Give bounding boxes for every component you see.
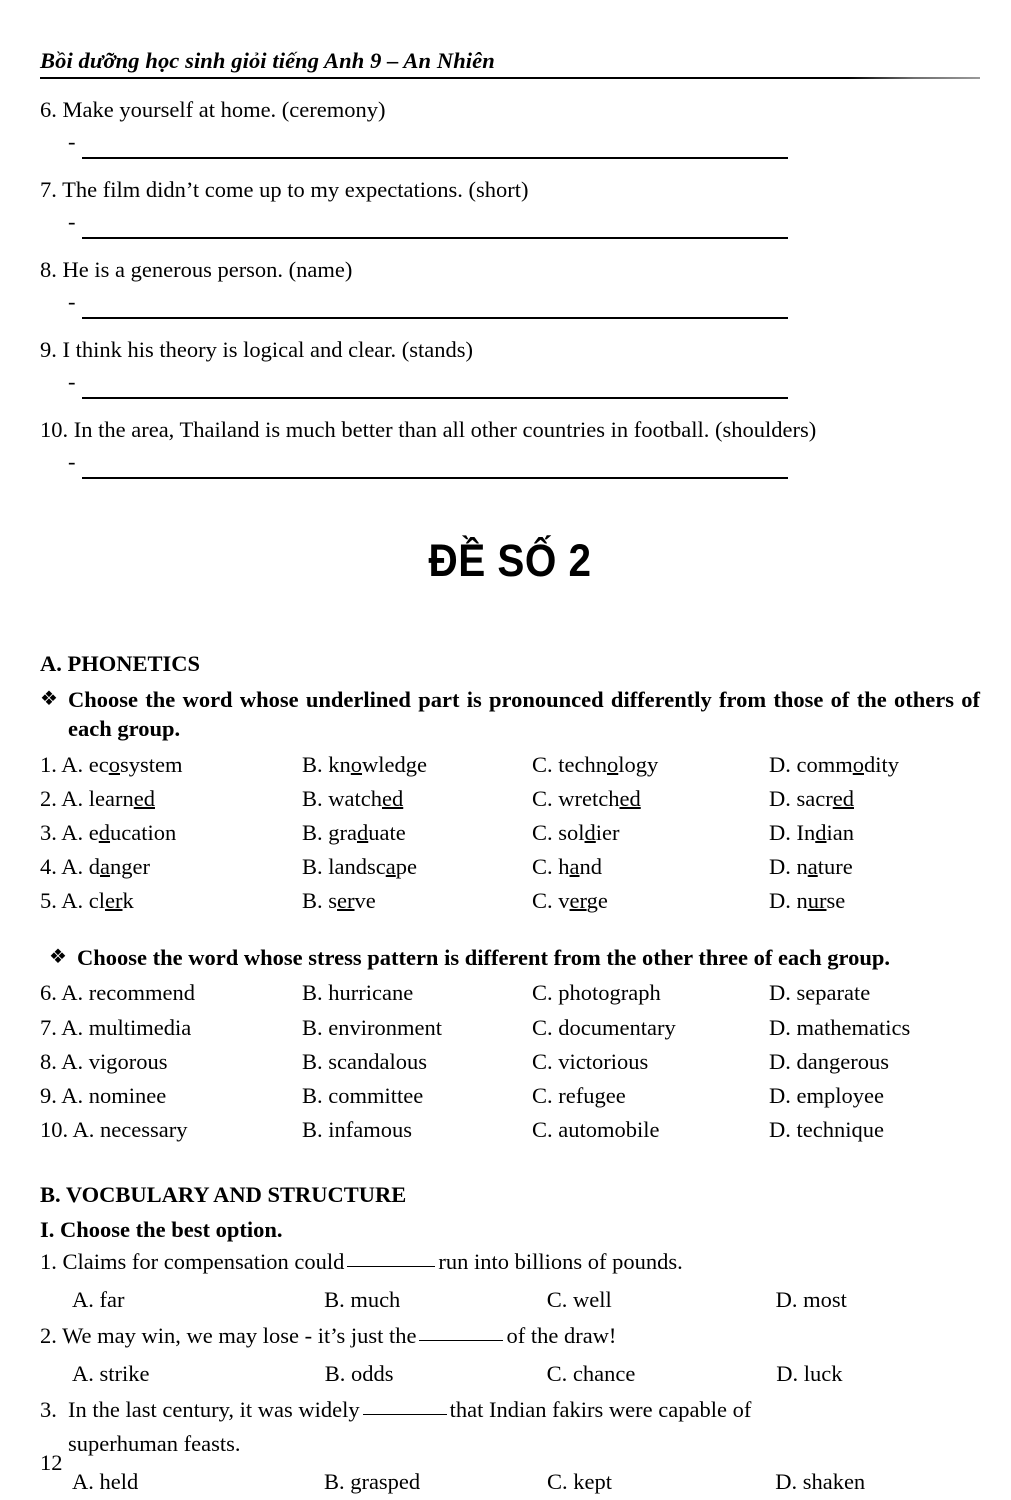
option-label: B.: [302, 785, 329, 811]
word-pre: comm: [796, 751, 853, 777]
option-cell-c[interactable]: C. automobile: [532, 1117, 660, 1143]
underlined-part: a: [807, 854, 818, 880]
section-a-heading: A. PHONETICS: [40, 651, 201, 677]
underlined-part: o: [852, 751, 864, 777]
option-cell-b[interactable]: B. committee: [302, 1083, 424, 1109]
word-post: ge: [586, 888, 608, 914]
stem-after-blank: that Indian fakirs were capable of: [449, 1397, 752, 1423]
word-post: k: [122, 888, 134, 914]
option-cell-d[interactable]: D. luck: [776, 1361, 843, 1387]
word-pre: watch: [328, 785, 382, 811]
option-cell-a[interactable]: [40, 850, 302, 884]
word-pre: wretch: [558, 785, 620, 811]
question-body: [68, 1393, 980, 1461]
option-cell-b[interactable]: [302, 748, 532, 782]
section-a-instruction-2: [49, 944, 980, 973]
word-pre: v: [558, 888, 570, 914]
row-number: 10.: [40, 1117, 69, 1143]
underlined-part: a: [569, 854, 580, 880]
table-row: [40, 1079, 980, 1113]
underlined-part: o: [607, 751, 619, 777]
answer-dash: -: [68, 289, 76, 315]
row-number: 6.: [40, 980, 57, 1006]
underlined-part: d: [98, 820, 111, 846]
word-post: pe: [395, 854, 417, 880]
option-cell-a[interactable]: A. far: [72, 1287, 125, 1313]
row-number: 4.: [40, 854, 57, 880]
option-cell-b[interactable]: B. hurricane: [302, 980, 414, 1006]
option-cell-c[interactable]: C. chance: [546, 1361, 636, 1387]
word-post: ier: [595, 820, 620, 846]
item-number: 10.: [40, 416, 69, 442]
row-number: 3.: [40, 820, 57, 846]
table-row: [40, 782, 980, 816]
word-post: nd: [579, 854, 603, 880]
word-pre: h: [558, 854, 570, 880]
underlined-part: er: [105, 888, 123, 914]
option-cell-c[interactable]: C. kept: [547, 1468, 613, 1494]
exercise-item: [40, 176, 980, 239]
option-cell-c[interactable]: C. documentary: [532, 1014, 676, 1040]
option-label: A.: [61, 751, 89, 777]
word-pre: e: [88, 820, 99, 846]
table-row: [40, 816, 980, 850]
answer-line-row: [68, 209, 980, 239]
answer-dash: -: [68, 369, 76, 395]
option-text: A. nominee: [61, 1083, 167, 1109]
option-label: A.: [61, 820, 89, 846]
answer-blank-rule[interactable]: [82, 477, 788, 479]
underlined-part: er: [337, 888, 355, 914]
option-label: B.: [302, 888, 329, 914]
answer-line-row: [68, 129, 980, 159]
word-pre: sacr: [796, 785, 833, 811]
question-options-table: [40, 1357, 980, 1391]
option-cell-a[interactable]: A. strike: [72, 1361, 150, 1387]
option-cell-a[interactable]: [40, 1011, 302, 1045]
row-number: 2.: [40, 785, 57, 811]
word-post: system: [120, 751, 183, 777]
option-cell-c[interactable]: C. refugee: [532, 1083, 626, 1109]
option-cell-a[interactable]: [40, 782, 302, 816]
word-pre: n: [796, 854, 808, 880]
option-cell-c[interactable]: [532, 850, 769, 884]
word-post: logy: [618, 751, 659, 777]
answer-blank[interactable]: [347, 1266, 435, 1267]
pronunciation-options-table: [40, 748, 980, 919]
option-label: A.: [61, 888, 89, 914]
item-text: In the area, Thailand is much better than all other countries in football. (shoulders): [73, 416, 817, 442]
option-label: C.: [532, 888, 559, 914]
row-number: 9.: [40, 1083, 57, 1109]
option-cell-a[interactable]: [40, 748, 302, 782]
option-cell-c[interactable]: C. photograph: [532, 980, 661, 1006]
option-cell-d[interactable]: [769, 884, 980, 918]
transformation-exercise: [40, 96, 980, 479]
exercise-question-text: [40, 256, 980, 283]
word-pre: sol: [558, 820, 585, 846]
option-label: D.: [769, 854, 797, 880]
word-post: ucation: [110, 820, 177, 846]
option-cell-b[interactable]: B. much: [324, 1287, 401, 1313]
word-pre: d: [88, 854, 101, 880]
table-row: [40, 748, 980, 782]
question-stem: [40, 1319, 980, 1353]
diamond-bullet-icon: ❖: [49, 943, 67, 968]
answer-dash: -: [68, 449, 76, 475]
table-row: [40, 1113, 980, 1147]
underlined-part: d: [357, 820, 369, 846]
table-row: [40, 850, 980, 884]
option-cell-d[interactable]: D. technique: [769, 1117, 884, 1143]
instruction-text: Choose the word whose underlined part is pronounced differently from those of the others of each group.: [68, 687, 980, 741]
word-post: ture: [817, 854, 853, 880]
running-header: Bồi dưỡng học sinh giỏi tiếng Anh 9 – An Nhiên: [40, 48, 495, 73]
item-text: Make yourself at home. (ceremony): [62, 96, 386, 122]
option-cell-d[interactable]: [769, 850, 980, 884]
header-divider: [40, 77, 980, 79]
exercise-question-text: [40, 416, 980, 443]
option-cell-d[interactable]: D. most: [775, 1287, 847, 1313]
option-cell-b[interactable]: [302, 816, 532, 850]
option-cell-c[interactable]: C. victorious: [532, 1048, 649, 1074]
option-label: C.: [532, 785, 559, 811]
item-text: The film didn’t come up to my expectations. (short): [62, 176, 529, 202]
exercise-item: [40, 336, 980, 399]
option-cell-a[interactable]: [40, 976, 302, 1010]
option-text: A. necessary: [72, 1117, 188, 1143]
stem-before-blank: In the last century, it was widely: [68, 1397, 360, 1423]
section-b-heading: B. VOCBULARY AND STRUCTURE: [40, 1182, 407, 1208]
word-post: dity: [864, 751, 900, 777]
exercise-question-text: [40, 96, 980, 123]
option-cell-b[interactable]: [302, 782, 532, 816]
option-cell-c[interactable]: [532, 884, 769, 918]
word-post: ian: [826, 820, 854, 846]
question-options-table: [40, 1465, 980, 1499]
option-cell-b[interactable]: B. infamous: [302, 1117, 412, 1143]
underlined-part: ed: [382, 785, 404, 811]
option-cell-b[interactable]: B. scandalous: [302, 1048, 427, 1074]
answer-line-row: [68, 289, 980, 319]
underlined-part: o: [108, 751, 120, 777]
option-label: D.: [769, 888, 797, 914]
underlined-part: a: [100, 854, 111, 880]
word-post: ve: [354, 888, 376, 914]
stem-after-blank: run into billions of pounds.: [438, 1249, 683, 1275]
option-cell-d[interactable]: D. dangerous: [769, 1048, 889, 1074]
option-cell-b[interactable]: [302, 884, 532, 918]
option-cell-a[interactable]: [40, 1079, 302, 1113]
exercise-question-text: [40, 336, 980, 363]
item-text: I think his theory is logical and clear. (stands): [62, 336, 474, 362]
table-row: [40, 884, 980, 918]
underlined-part: a: [385, 854, 396, 880]
word-pre: cl: [88, 888, 106, 914]
word-pre: ec: [88, 751, 109, 777]
option-cell-d[interactable]: [769, 816, 980, 850]
exercise-item: [40, 96, 980, 159]
word-pre: s: [328, 888, 338, 914]
answer-blank-rule[interactable]: [82, 397, 788, 399]
option-label: B.: [302, 751, 329, 777]
option-label: D.: [769, 785, 797, 811]
exercise-question-text: [40, 176, 980, 203]
option-cell-a[interactable]: [40, 1113, 302, 1147]
answer-blank[interactable]: [363, 1414, 447, 1415]
section-b-subheading: I. Choose the best option.: [40, 1217, 283, 1243]
option-cell-a[interactable]: [40, 1045, 302, 1079]
option-text: A. multimedia: [61, 1014, 192, 1040]
option-cell-b[interactable]: B. grasped: [323, 1468, 421, 1494]
table-row: [40, 1045, 980, 1079]
answer-blank[interactable]: [419, 1340, 503, 1341]
word-pre: techn: [558, 751, 607, 777]
option-cell-b[interactable]: [302, 850, 532, 884]
answer-blank-rule[interactable]: [82, 157, 788, 159]
diamond-bullet-icon: ❖: [40, 686, 58, 711]
word-pre: gra: [328, 820, 357, 846]
option-cell-c[interactable]: [532, 748, 769, 782]
stem-before-blank: We may win, we may lose - it’s just the: [62, 1323, 417, 1349]
word-pre: learn: [88, 785, 134, 811]
question-options-table: [40, 1283, 980, 1317]
table-row: [40, 1011, 980, 1045]
option-label: B.: [302, 854, 329, 880]
question-stem: [40, 1245, 980, 1279]
item-number: 8.: [40, 256, 57, 282]
table-row: [40, 976, 980, 1010]
option-cell-d[interactable]: D. mathematics: [769, 1014, 911, 1040]
option-cell-a[interactable]: A. held: [72, 1468, 139, 1494]
option-text: A. recommend: [61, 980, 195, 1006]
page-number: 12: [40, 1450, 63, 1475]
table-row: [40, 1465, 980, 1499]
option-label: B.: [302, 820, 329, 846]
page-content: [40, 48, 980, 1499]
underlined-part: ed: [619, 785, 641, 811]
option-cell-a[interactable]: [40, 816, 302, 850]
word-pre: In: [796, 820, 816, 846]
underlined-part: o: [350, 751, 363, 777]
item-text: He is a generous person. (name): [62, 256, 353, 282]
question-number: 1.: [40, 1249, 57, 1275]
option-cell-b[interactable]: B. odds: [324, 1361, 394, 1387]
option-cell-d[interactable]: D. separate: [769, 980, 871, 1006]
row-number: 5.: [40, 888, 57, 914]
answer-dash: -: [68, 209, 76, 235]
option-label: C.: [532, 820, 559, 846]
answer-blank-rule[interactable]: [82, 237, 788, 239]
underlined-part: d: [584, 820, 596, 846]
table-row: [40, 1283, 980, 1317]
underlined-part: ed: [832, 785, 854, 811]
question-number: 3.: [40, 1397, 57, 1423]
exercise-item: [40, 256, 980, 319]
option-cell-b[interactable]: B. environment: [302, 1014, 442, 1040]
option-cell-d[interactable]: D. employee: [769, 1083, 884, 1109]
option-cell-c[interactable]: [532, 816, 769, 850]
option-cell-c[interactable]: [532, 782, 769, 816]
answer-blank-rule[interactable]: [82, 317, 788, 319]
option-text: A. vigorous: [61, 1048, 168, 1074]
option-label: A.: [61, 854, 89, 880]
row-number: 8.: [40, 1048, 57, 1074]
row-number: 1.: [40, 751, 57, 777]
underlined-part: ur: [807, 888, 827, 914]
option-cell-d[interactable]: [769, 748, 980, 782]
option-cell-a[interactable]: [40, 884, 302, 918]
exam-title: ĐỀ SỐ 2: [428, 534, 592, 586]
word-post: wledge: [362, 751, 427, 777]
word-post: se: [826, 888, 846, 914]
table-row: [40, 1357, 980, 1391]
word-pre: kn: [328, 751, 351, 777]
option-label: D.: [769, 751, 797, 777]
stem-before-blank: Claims for compensation could: [62, 1249, 345, 1275]
stem-after-blank: of the draw!: [506, 1323, 617, 1349]
question-stem: [40, 1393, 980, 1461]
option-label: D.: [769, 820, 797, 846]
item-number: 7.: [40, 176, 57, 202]
word-pre: n: [796, 888, 808, 914]
option-cell-d[interactable]: [769, 782, 980, 816]
option-label: C.: [532, 751, 559, 777]
row-number: 7.: [40, 1014, 57, 1040]
underlined-part: ed: [133, 785, 155, 811]
answer-dash: -: [68, 129, 76, 155]
underlined-part: d: [815, 820, 827, 846]
question-number: 2.: [40, 1323, 57, 1349]
item-number: 6.: [40, 96, 57, 122]
word-post: nger: [110, 854, 150, 880]
stem-tail: superhuman feasts.: [68, 1431, 241, 1457]
answer-line-row: [68, 449, 980, 479]
word-pre: landsc: [328, 854, 386, 880]
option-cell-c[interactable]: C. well: [546, 1287, 612, 1313]
instruction-text: Choose the word whose stress pattern is different from the other three of each group.: [77, 944, 891, 970]
underlined-part: er: [569, 888, 587, 914]
answer-line-row: [68, 369, 980, 399]
stress-options-table: [40, 976, 980, 1147]
option-label: C.: [532, 854, 559, 880]
option-label: A.: [61, 785, 89, 811]
option-cell-d[interactable]: D. shaken: [775, 1468, 866, 1494]
exercise-item: [40, 416, 980, 479]
section-a-instruction-1: [40, 686, 980, 744]
word-post: uate: [368, 820, 406, 846]
item-number: 9.: [40, 336, 57, 362]
